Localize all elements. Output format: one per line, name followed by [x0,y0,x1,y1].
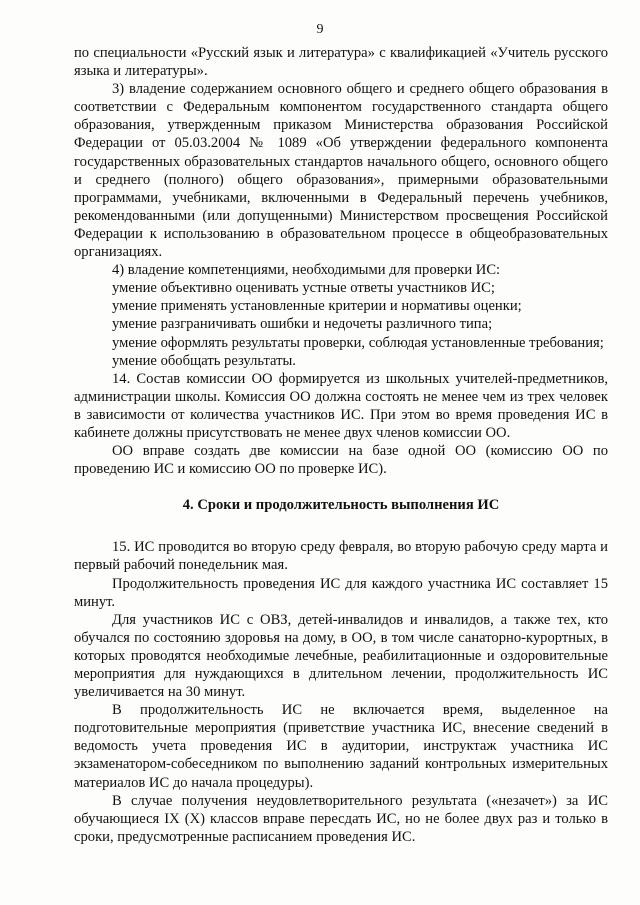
page-number: 9 [316,22,324,37]
list-item: умение оформлять результаты проверки, соблюдая установленные требования; [112,334,604,351]
list-item: умение разграничивать ошибки и недочеты различного типа; [112,316,493,333]
paragraph: 15. ИС проводится во вторую среду февраля, во вторую рабочую среду марта и первый рабочий понедельник мая. [74,539,608,574]
list-item: умение обобщать результаты. [112,352,296,369]
section-heading: 4. Сроки и продолжительность выполнения ИС [182,497,500,514]
paragraph: Для участников ИС с ОВЗ, детей-инвалидов и инвалидов, а также тех, кто обучался по состоянию здоровья на дому, в ОО, в том числе санаторно-курортных, в которых проводятся необходимые лечебные, реабилитационные и оздоровительные мероприятия для нуждающихся в длительном лечении, продолжительность ИС увеличивается на 30 минут. [74,611,608,701]
paragraph: 4) владение компетенциями, необходимыми для проверки ИС: [112,262,501,279]
paragraph: 14. Состав комиссии ОО формируется из школьных учителей-предметников, администрации школы. Комиссия ОО должна состоять не менее чем из трех человек в зависимости от количества участников ИС. При этом во время проведения ИС в кабинете должны присутствовать не менее двух членов комиссии ОО. [74,370,608,441]
document-body [74,44,608,846]
paragraph: 3) владение содержанием основного общего и среднего общего образования в соответствии с Федеральным компонентом государственного стандарта общего образования, утвержденным приказом Министерства образования Российской Федерации от 05.03.2004 № 1089 «Об утверждении федерального компонента государственных образовательных стандартов начального общего, основного общего и среднего (полного) общего образования», примерными образовательными программами, учебниками, включенными в Федеральный перечень учебников, рекомендованными (или допущенными) Министерством просвещения Российской Федерации к использованию в образовательном процессе в общеобразовательных организациях. [74,81,608,261]
paragraph: В продолжительность ИС не включается время, выделенное на подготовительные мероприятия (приветствие участника ИС, внесение сведений в ведомость учета проведения ИС в аудитории, инструктаж участника ИС экзаменатором-собеседником по выполнению заданий контрольных измерительных материалов ИС до начала процедуры). [74,702,608,791]
list-item: умение применять установленные критерии и нормативы оценки; [112,298,522,315]
paragraph: Продолжительность проведения ИС для каждого участника ИС составляет 15 минут. [74,575,608,610]
list-item: умение объективно оценивать устные ответы участников ИС; [112,280,495,297]
paragraph: по специальности «Русский язык и литература» с квалификацией «Учитель русского языка и литературы». [74,45,608,80]
paragraph: В случае получения неудовлетворительного результата («незачет») за ИС обучающиеся IX (X) классов вправе пересдать ИС, но не более двух раз и только в сроки, предусмотренные расписанием проведения ИС. [74,792,608,845]
paragraph: ОО вправе создать две комиссии на базе одной ОО (комиссию ОО по проведению ИС и комиссию ОО по проверке ИС). [74,443,608,478]
